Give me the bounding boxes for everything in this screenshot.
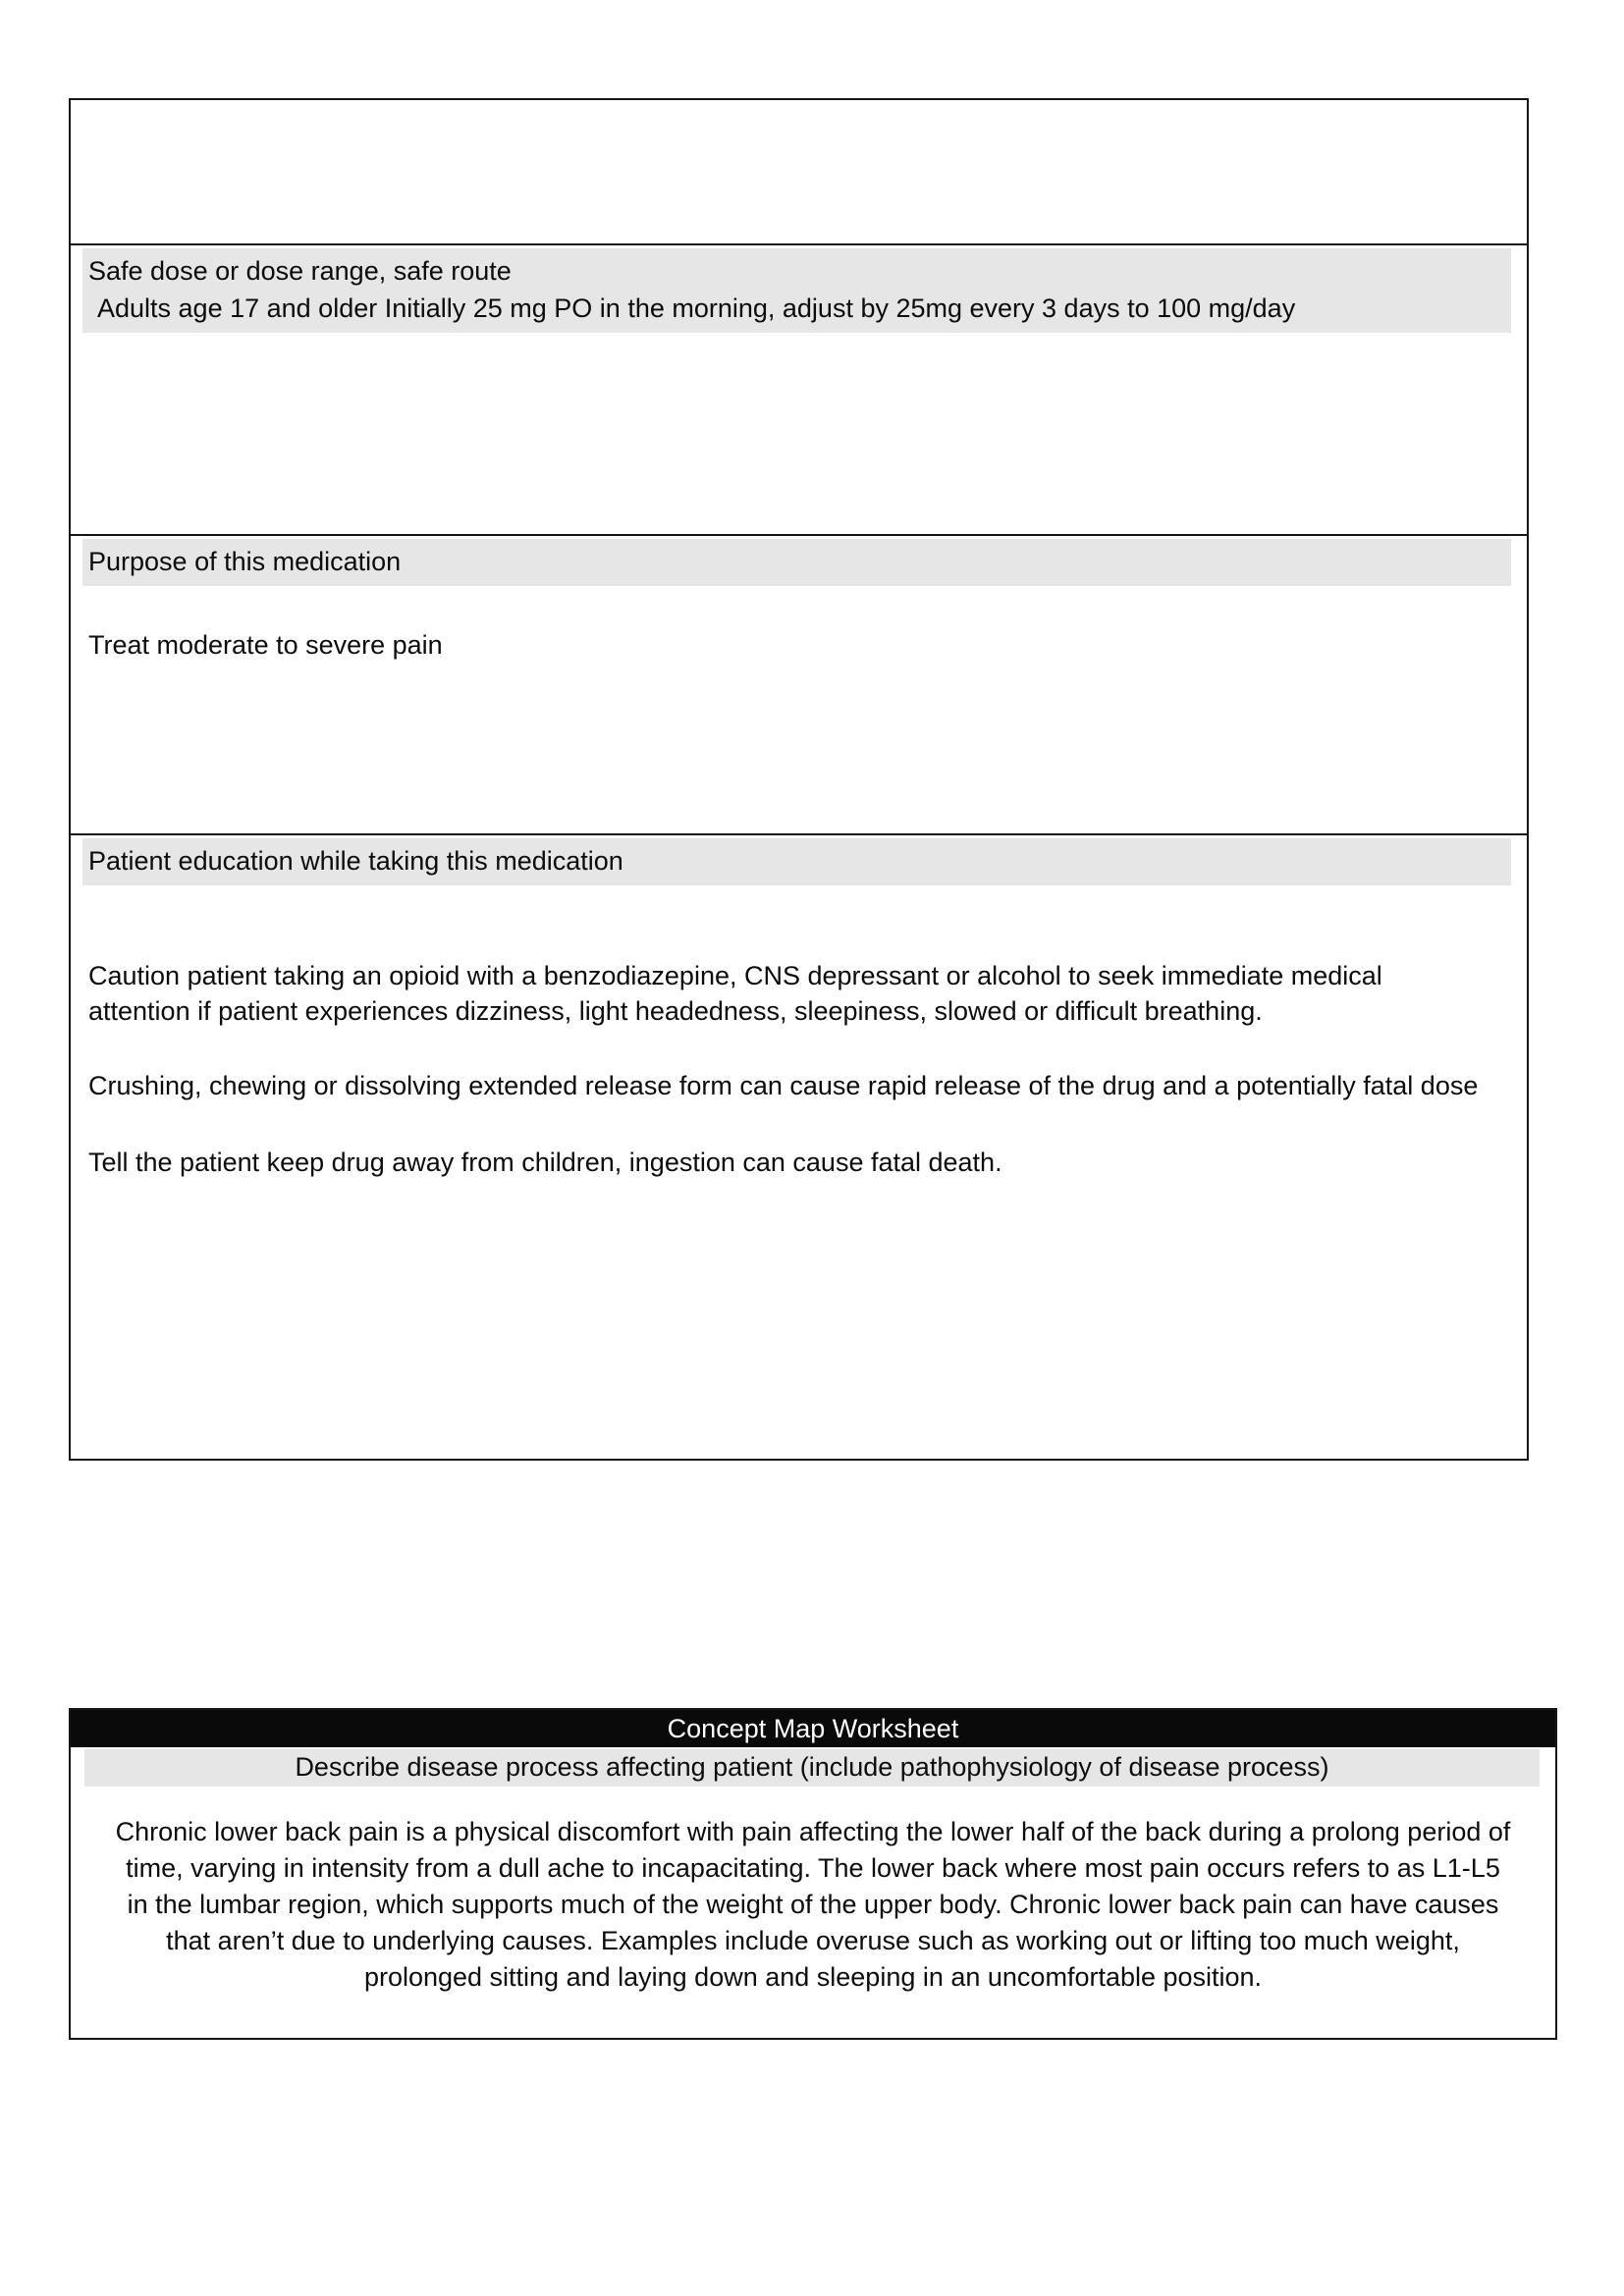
patient-education-paragraph: Caution patient taking an opioid with a benzodiazepine, CNS depressant or alcohol to seek immediate medical attention if patient experiences dizziness, light headedness, sleepiness, slowed or difficult breathing.: [88, 961, 1382, 1026]
concept-map-body-text: Chronic lower back pain is a physical discomfort with pain affecting the lower half of the back during a prolong period of time, varying in intensity from a dull ache to incapacitating. The lower back where most pain occurs refers to as L1-L5 in the lumbar region, which supports much of the weight of the upper body. Chronic lower back pain can have causes that aren’t due to underlying causes. Examples include overuse such as working out or lifting too much weight, prolonged sitting and laying down and sleeping in an uncomfortable position.: [115, 1817, 1511, 1992]
medication-table: [69, 98, 1529, 1461]
purpose-header: Purpose of this medication: [88, 547, 402, 576]
patient-education-paragraph: Tell the patient keep drug away from children, ingestion can cause fatal death.: [88, 1148, 1002, 1177]
concept-map-title-bar: Concept Map Worksheet: [71, 1710, 1555, 1747]
patient-education-header: Patient education while taking this medication: [88, 846, 623, 876]
safe-dose-header: Safe dose or dose range, safe route: [88, 256, 512, 286]
medication-table-empty-row: [71, 100, 1527, 245]
purpose-header-block: [82, 539, 1511, 586]
patient-education-header-block: [82, 838, 1511, 885]
safe-dose-row: [71, 245, 1527, 536]
patient-education-paragraph: Crushing, chewing or dissolving extended release form can cause rapid release of the drug and a potentially fatal dose: [88, 1071, 1479, 1100]
safe-dose-detail: Adults age 17 and older Initially 25 mg PO in the morning, adjust by 25mg every 3 days to 100 mg/day: [97, 294, 1296, 323]
safe-dose-header-block: [82, 248, 1511, 333]
patient-education-row: [71, 835, 1527, 1451]
concept-map-worksheet: [69, 1708, 1557, 2040]
concept-map-subtitle: Describe disease process affecting patient (include pathophysiology of disease process): [84, 1749, 1540, 1787]
purpose-body-text: Treat moderate to severe pain: [88, 630, 443, 660]
purpose-row: [71, 536, 1527, 835]
